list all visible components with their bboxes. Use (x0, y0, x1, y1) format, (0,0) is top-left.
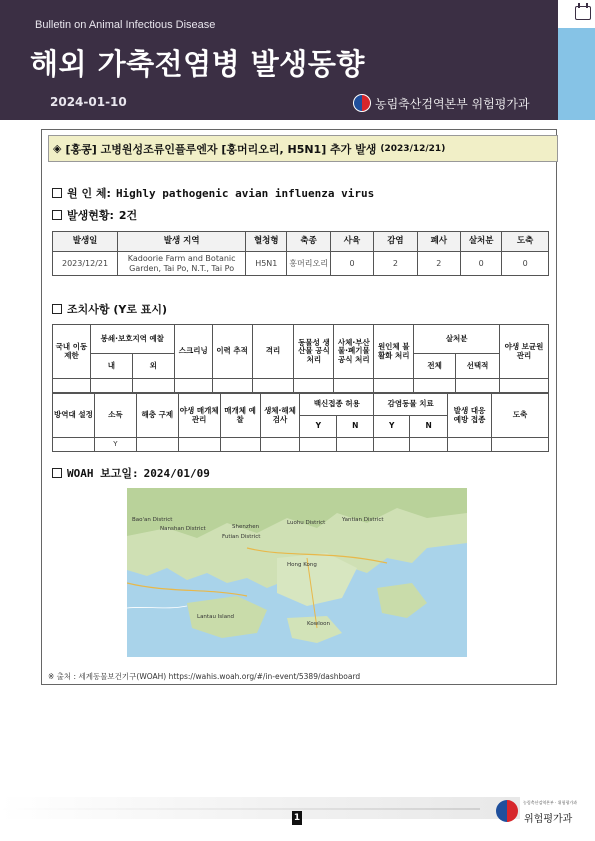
col-header: 폐사 (417, 232, 460, 252)
measure-header: 도축 (492, 394, 549, 438)
measure-header: 격리 (252, 325, 294, 379)
table-cell: 2 (374, 252, 417, 276)
table-cell: 2023/12/21 (53, 252, 118, 276)
outbreak-table (52, 231, 549, 276)
table-row (53, 438, 549, 452)
bulletin-subtitle: Bulletin on Animal Infectious Disease (35, 19, 216, 31)
measure-header: 소독 (94, 394, 136, 438)
status-line (52, 207, 137, 223)
org-block (353, 93, 530, 113)
measures-table-2 (52, 393, 549, 452)
measures-label: 조치사항 (Y로 표시) (67, 303, 168, 316)
measure-header: 백신접종 허용 (300, 394, 374, 416)
table-cell: 0 (330, 252, 373, 276)
org-name: 농림축산검역본부 위험평가과 (375, 96, 530, 111)
measures-line (52, 301, 167, 317)
col-header: 발생일 (53, 232, 118, 252)
measure-subheader: 외 (132, 354, 174, 379)
org-logo-icon (496, 800, 518, 822)
diamond-icon: ◈ (53, 142, 62, 155)
table-header-row (53, 232, 549, 252)
col-header: 도축 (502, 232, 549, 252)
measure-header: 해충 구제 (136, 394, 178, 438)
status-label: 발생현황: (67, 209, 114, 222)
map-label: Futian District (222, 534, 261, 540)
table-row (53, 379, 549, 393)
map-label: Hong Kong (287, 562, 317, 568)
map-label: Kowloon (307, 621, 330, 627)
table-cell: Kadoorie Farm and Botanic Garden, Tai Po, N.T., Tai Po (118, 252, 246, 276)
cause-line (52, 185, 374, 201)
measure-header: 살처분 (414, 325, 500, 354)
measure-header: 매개체 예찰 (220, 394, 260, 438)
measure-header: 사체·부산물·폐기물 공식 처리 (334, 325, 374, 379)
checkbox-square-icon (52, 468, 62, 478)
measure-subheader: N (410, 416, 448, 438)
measure-header: 방역대 설정 (53, 394, 95, 438)
col-header: 사육 (330, 232, 373, 252)
col-header: 살처분 (461, 232, 502, 252)
footer-org: 농림축산검역본부 · 위험평가과 (523, 800, 578, 805)
measure-header: 국내 이동 제한 (53, 325, 91, 379)
col-header: 감염 (374, 232, 417, 252)
page-title: 해외 가축전염병 발생동향 (30, 47, 365, 81)
map-label: Yantian District (342, 517, 384, 523)
map-label: Shenzhen (232, 524, 260, 530)
measure-subheader: Y (374, 416, 410, 438)
measure-header: 야생 보균원 관리 (500, 325, 549, 379)
measure-header: 생체·해체 검사 (260, 394, 300, 438)
cause-value: Highly pathogenic avian influenza virus (115, 186, 375, 200)
col-header: 발생 지역 (118, 232, 246, 252)
map-label: Bao'an District (132, 517, 173, 523)
org-logo-icon (353, 94, 371, 112)
measure-subheader: Y (300, 416, 337, 438)
event-date: (2023/12/21) (380, 143, 446, 154)
table-cell: H5N1 (246, 252, 287, 276)
woah-label: WOAH 보고일: (67, 467, 139, 480)
issue-date: 2024-01-10 (50, 95, 127, 109)
table-cell: 2 (417, 252, 460, 276)
map-label: Nanshan District (160, 526, 206, 532)
status-value: 2건 (118, 209, 138, 222)
measure-subheader: 전체 (414, 354, 456, 379)
col-header: 축종 (287, 232, 330, 252)
calendar-icon (575, 6, 591, 20)
footer-team: 위험평가과 (524, 814, 573, 825)
measure-header: 감염동물 치료 (374, 394, 448, 416)
checkbox-square-icon (52, 210, 62, 220)
table-cell: 0 (461, 252, 502, 276)
table-cell: 홍머리오리 (287, 252, 330, 276)
checkbox-square-icon (52, 304, 62, 314)
measure-header: 이력 추적 (212, 325, 252, 379)
checkbox-square-icon (52, 188, 62, 198)
measure-subheader: N (337, 416, 374, 438)
measure-header: 야생 매개체 관리 (178, 394, 220, 438)
cause-label: 원 인 체: (67, 187, 111, 200)
measure-subheader: 선택적 (456, 354, 500, 379)
footer-stripe (0, 808, 480, 810)
event-banner (48, 135, 558, 162)
source-note: ※ 출처 : 세계동물보건기구(WOAH) https://wahis.woah.org/#/in-event/5389/dashboard (48, 672, 361, 681)
measure-subheader: 내 (90, 354, 132, 379)
measures-table-1 (52, 324, 549, 393)
measure-header: 스크리닝 (174, 325, 212, 379)
measure-header: 원인체 불활화 처리 (374, 325, 414, 379)
table-cell: 0 (502, 252, 549, 276)
woah-line (52, 465, 210, 481)
measure-header: 동물성 생산물 공식 처리 (294, 325, 334, 379)
page-number: 1 (293, 813, 301, 823)
outbreak-map (127, 488, 467, 657)
measure-header: 발생 대응 예방 접종 (448, 394, 492, 438)
col-header: 혈청형 (246, 232, 287, 252)
event-title: [홍콩] 고병원성조류인플루엔자 [홍머리오리, H5N1] 추가 발생 (65, 142, 377, 156)
map-label: Lantau Island (197, 614, 235, 620)
table-row (53, 252, 549, 276)
measure-header: 봉쇄·보호지역 예찰 (90, 325, 174, 354)
header-accent-bar (558, 28, 595, 120)
disinfect-mark: Y (94, 438, 136, 452)
map-label: Luohu District (287, 520, 326, 526)
woah-date: 2024/01/09 (143, 466, 210, 480)
